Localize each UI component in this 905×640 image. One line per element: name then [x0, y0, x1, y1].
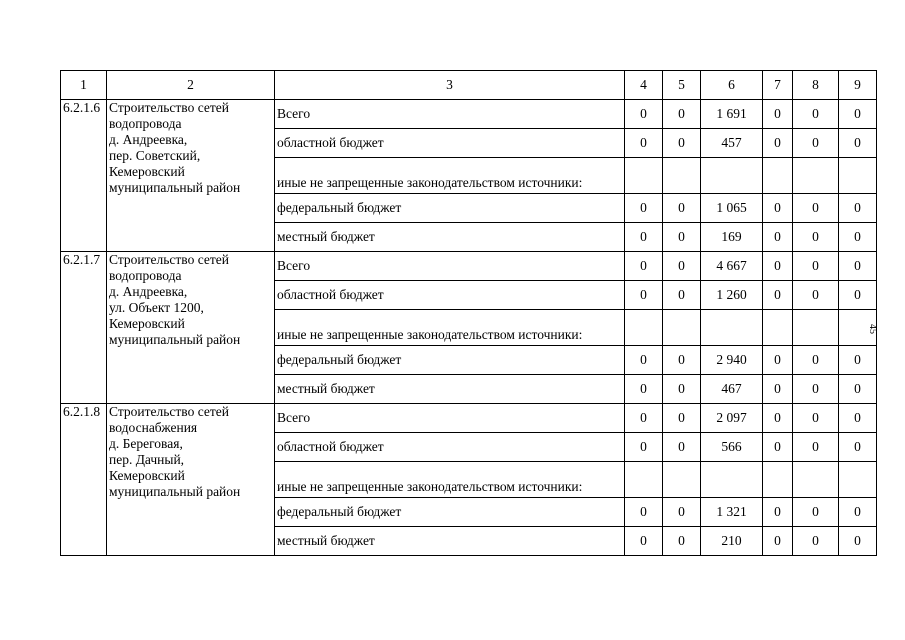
- value-cell: 0: [625, 252, 663, 281]
- value-cell: 1 260: [701, 281, 763, 310]
- value-cell: 0: [839, 527, 877, 556]
- value-cell: 0: [763, 194, 793, 223]
- source-label: областной бюджет: [275, 129, 625, 158]
- source-label: федеральный бюджет: [275, 194, 625, 223]
- value-cell: 0: [625, 129, 663, 158]
- value-cell: 0: [663, 498, 701, 527]
- value-cell: 0: [839, 404, 877, 433]
- value-cell: 0: [839, 223, 877, 252]
- value-cell: 0: [793, 375, 839, 404]
- value-cell: [625, 462, 663, 498]
- item-name-line: водопровода: [109, 116, 182, 131]
- header-cell: 4: [625, 71, 663, 100]
- value-cell: 0: [625, 281, 663, 310]
- header-cell: 5: [663, 71, 701, 100]
- value-cell: 566: [701, 433, 763, 462]
- value-cell: 0: [663, 194, 701, 223]
- value-cell: 0: [763, 129, 793, 158]
- value-cell: 0: [625, 433, 663, 462]
- source-label: местный бюджет: [275, 527, 625, 556]
- item-name-line: Кемеровский: [109, 468, 185, 483]
- value-cell: 2 097: [701, 404, 763, 433]
- value-cell: [663, 158, 701, 194]
- value-cell: 0: [793, 223, 839, 252]
- table-row: [61, 100, 877, 129]
- source-label: Всего: [275, 404, 625, 433]
- budget-table: [60, 70, 877, 556]
- value-cell: 0: [839, 194, 877, 223]
- value-cell: 0: [663, 346, 701, 375]
- item-name: [107, 404, 275, 556]
- value-cell: 0: [839, 433, 877, 462]
- item-name-line: водопровода: [109, 268, 182, 283]
- item-name-line: ул. Объект 1200,: [109, 300, 204, 315]
- value-cell: [763, 158, 793, 194]
- item-name-line: муниципальный район: [109, 180, 241, 195]
- item-name-line: д. Андреевка,: [109, 284, 188, 299]
- value-cell: 0: [839, 375, 877, 404]
- value-cell: 0: [663, 527, 701, 556]
- value-cell: 0: [793, 433, 839, 462]
- value-cell: [839, 158, 877, 194]
- table-row: [61, 404, 877, 433]
- value-cell: [625, 158, 663, 194]
- source-label: областной бюджет: [275, 281, 625, 310]
- header-row: [61, 71, 877, 100]
- value-cell: 0: [793, 129, 839, 158]
- value-cell: 0: [793, 194, 839, 223]
- value-cell: [763, 310, 793, 346]
- value-cell: 0: [625, 194, 663, 223]
- header-cell: 3: [275, 71, 625, 100]
- item-name: [107, 252, 275, 404]
- source-label: федеральный бюджет: [275, 346, 625, 375]
- value-cell: 0: [663, 281, 701, 310]
- value-cell: 0: [663, 100, 701, 129]
- value-cell: 0: [793, 527, 839, 556]
- value-cell: 0: [663, 129, 701, 158]
- header-cell: 9: [839, 71, 877, 100]
- source-label: местный бюджет: [275, 223, 625, 252]
- value-cell: 0: [763, 527, 793, 556]
- source-label: иные не запрещенные законодательством источники:: [275, 310, 625, 346]
- header-cell: 1: [61, 71, 107, 100]
- item-code: 6.2.1.6: [61, 100, 107, 252]
- table-body: [61, 100, 877, 556]
- value-cell: [793, 310, 839, 346]
- value-cell: 0: [793, 346, 839, 375]
- value-cell: 0: [839, 100, 877, 129]
- value-cell: 0: [763, 433, 793, 462]
- item-name-line: муниципальный район: [109, 332, 241, 347]
- value-cell: 1 065: [701, 194, 763, 223]
- value-cell: 0: [625, 346, 663, 375]
- value-cell: 0: [663, 433, 701, 462]
- header-cell: 6: [701, 71, 763, 100]
- value-cell: [663, 310, 701, 346]
- item-name-line: Строительство сетей: [109, 100, 229, 115]
- value-cell: 0: [663, 252, 701, 281]
- source-label: Всего: [275, 100, 625, 129]
- value-cell: [793, 462, 839, 498]
- value-cell: 0: [763, 281, 793, 310]
- value-cell: 0: [763, 375, 793, 404]
- source-label: местный бюджет: [275, 375, 625, 404]
- value-cell: 0: [663, 223, 701, 252]
- value-cell: [701, 310, 763, 346]
- value-cell: 0: [625, 223, 663, 252]
- value-cell: 0: [839, 129, 877, 158]
- item-name-line: д. Андреевка,: [109, 132, 188, 147]
- value-cell: 0: [625, 498, 663, 527]
- item-name-line: пер. Дачный,: [109, 452, 185, 467]
- item-name-line: муниципальный район: [109, 484, 241, 499]
- value-cell: 0: [625, 100, 663, 129]
- item-name-line: д. Береговая,: [109, 436, 183, 451]
- value-cell: 0: [793, 100, 839, 129]
- value-cell: 0: [663, 375, 701, 404]
- header-cell: 8: [793, 71, 839, 100]
- value-cell: 0: [793, 281, 839, 310]
- value-cell: [763, 462, 793, 498]
- value-cell: 4 667: [701, 252, 763, 281]
- item-name: [107, 100, 275, 252]
- value-cell: [625, 310, 663, 346]
- value-cell: 0: [839, 498, 877, 527]
- value-cell: 0: [763, 100, 793, 129]
- item-name-line: водоснабжения: [109, 420, 198, 435]
- item-name-line: пер. Советский,: [109, 148, 201, 163]
- value-cell: 467: [701, 375, 763, 404]
- value-cell: 0: [763, 223, 793, 252]
- value-cell: 210: [701, 527, 763, 556]
- value-cell: 0: [839, 252, 877, 281]
- item-name-line: Строительство сетей: [109, 404, 229, 419]
- value-cell: [839, 462, 877, 498]
- value-cell: 0: [625, 375, 663, 404]
- value-cell: [793, 158, 839, 194]
- item-code: 6.2.1.7: [61, 252, 107, 404]
- value-cell: 0: [663, 404, 701, 433]
- value-cell: 457: [701, 129, 763, 158]
- source-label: федеральный бюджет: [275, 498, 625, 527]
- source-label: областной бюджет: [275, 433, 625, 462]
- source-label: иные не запрещенные законодательством источники:: [275, 158, 625, 194]
- value-cell: 0: [839, 281, 877, 310]
- item-name-line: Кемеровский: [109, 316, 185, 331]
- source-label: иные не запрещенные законодательством источники:: [275, 462, 625, 498]
- value-cell: 1 691: [701, 100, 763, 129]
- value-cell: 0: [763, 404, 793, 433]
- value-cell: 0: [839, 346, 877, 375]
- source-label: Всего: [275, 252, 625, 281]
- value-cell: [663, 462, 701, 498]
- value-cell: 0: [625, 527, 663, 556]
- header-cell: 2: [107, 71, 275, 100]
- value-cell: 0: [793, 252, 839, 281]
- value-cell: 1 321: [701, 498, 763, 527]
- value-cell: [701, 462, 763, 498]
- table-row: [61, 252, 877, 281]
- value-cell: [701, 158, 763, 194]
- item-name-line: Строительство сетей: [109, 252, 229, 267]
- value-cell: 0: [763, 498, 793, 527]
- value-cell: 0: [763, 252, 793, 281]
- value-cell: 0: [793, 404, 839, 433]
- item-code: 6.2.1.8: [61, 404, 107, 556]
- page-number: 45: [867, 324, 878, 334]
- value-cell: 2 940: [701, 346, 763, 375]
- value-cell: 0: [793, 498, 839, 527]
- value-cell: 169: [701, 223, 763, 252]
- value-cell: 0: [763, 346, 793, 375]
- header-cell: 7: [763, 71, 793, 100]
- value-cell: 0: [625, 404, 663, 433]
- item-name-line: Кемеровский: [109, 164, 185, 179]
